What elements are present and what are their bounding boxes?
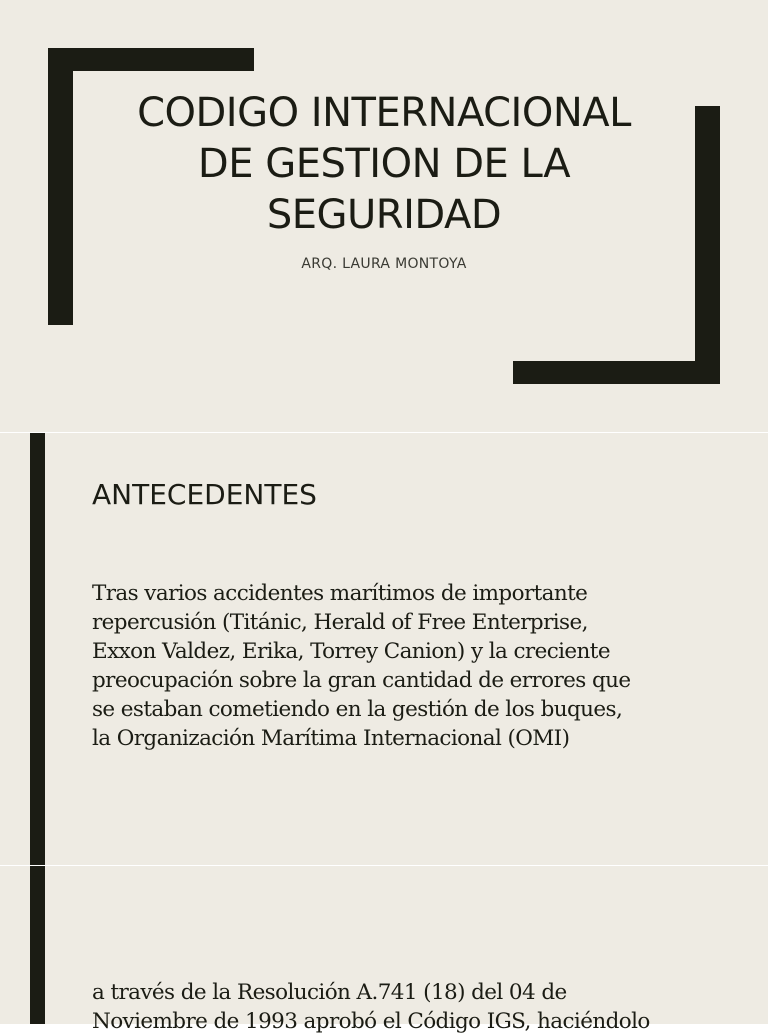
section-heading: ANTECEDENTES — [92, 478, 317, 511]
body-line: preocupación sobre la gran cantidad de errores que — [92, 668, 631, 693]
slide-title — [104, 88, 664, 241]
body-line: repercusión (Titánic, Herald of Free Enterprise, — [92, 610, 588, 635]
left-accent-bar — [30, 433, 45, 865]
body-line: a través de la Resolución A.741 (18) del 04 de — [92, 980, 567, 1005]
body-line: se estaban cometiendo en la gestión de los buques, — [92, 697, 623, 722]
body-line: Exxon Valdez, Erika, Torrey Canion) y la creciente — [92, 639, 610, 664]
body-line: la Organización Marítima Internacional (OMI) — [92, 726, 570, 751]
left-accent-bar — [30, 866, 45, 1024]
slide-title-line: DE GESTION DE LA — [197, 141, 571, 187]
frame-top-left-vertical — [48, 48, 73, 325]
slide-title-line: CODIGO INTERNACIONAL — [137, 90, 631, 136]
slide-title-line: SEGURIDAD — [266, 192, 502, 238]
frame-bottom-right-horizontal — [513, 361, 720, 384]
body-paragraph — [92, 579, 732, 753]
slide-subtitle: ARQ. LAURA MONTOYA — [301, 256, 467, 272]
body-line: Noviembre de 1993 aprobó el Código IGS, haciéndolo — [92, 1009, 650, 1034]
title-slide — [0, 0, 768, 432]
frame-top-left-horizontal — [48, 48, 254, 71]
body-paragraph — [92, 978, 732, 1036]
body-line: Tras varios accidentes marítimos de importante — [92, 581, 588, 606]
frame-bottom-right-vertical — [695, 106, 720, 384]
